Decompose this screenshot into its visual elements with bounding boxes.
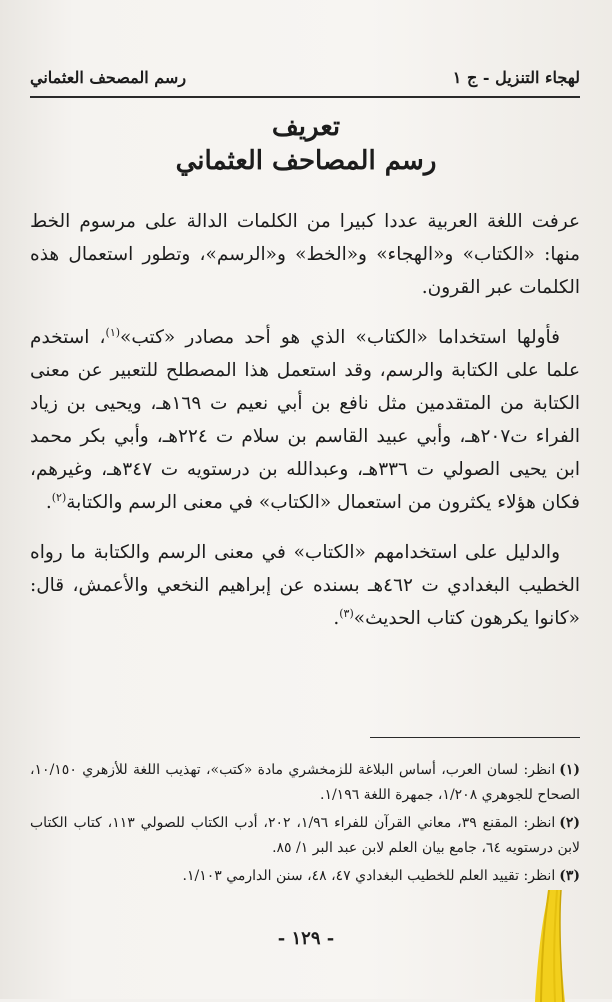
- header-chapter-title: رسم المصحف العثماني: [30, 68, 187, 87]
- section-title-line2: رسم المصاحف العثماني: [175, 146, 437, 176]
- footnote-1-number: (١): [559, 762, 580, 778]
- paragraph-1: عرفت اللغة العربية عددا كبيرا من الكلمات الدالة على مرسوم الخط منها: «الكتاب» و«الهجاء» و«الخط» و«الرسم»، وتطور استعمال هذه الكلمات عبر القرون.: [30, 211, 580, 298]
- footnote-1-text: انظر: لسان العرب، أساس البلاغة للزمخشري مادة «كتب»، تهذيب اللغة للأزهري ١٠/١٥٠، الصحاح للجوهري ١/٢٠٨، جمهرة اللغة ١/١٩٦.: [30, 762, 580, 803]
- paragraph-3: [30, 536, 580, 635]
- footnote-1: [30, 758, 580, 808]
- footnotes: [30, 758, 580, 892]
- footnote-2-number: (٢): [559, 815, 581, 831]
- paragraph-3-end: .: [333, 608, 340, 629]
- footnote-2: [30, 811, 580, 861]
- running-header: [30, 62, 580, 98]
- paragraph-2-part-a: فأولها استخداما «الكتاب» الذي هو أحد مصادر «كتب»: [120, 327, 561, 348]
- footnote-3-number: (٣): [559, 868, 580, 884]
- section-title-line1: تعريف: [271, 112, 341, 142]
- footnote-ref-1[interactable]: (١): [105, 325, 121, 339]
- footnote-3-text: انظر: تقييد العلم للخطيب البغدادي ٤٧، ٤٨، سنن الدارمي ١/١٠٣.: [182, 868, 556, 884]
- page-number: - ١٢٩ -: [277, 928, 335, 949]
- footnote-2-text: انظر: المقنع ٣٩، معاني القرآن للفراء ١/٩٦، ٢٠٢، أدب الكتاب للصولي ١١٣، كتاب الكتاب لابن درستويه ٦٤، جامع بيان العلم لابن عبد البر ١/ ٨٥.: [30, 815, 580, 856]
- paragraph-2-part-b: ، استخدم علما على الكتابة والرسم، وقد استعمل هذا المصطلح للتعبير عن معنى الكتابة من المتقدمين مثل نافع بن أبي نعيم ت ١٦٩هـ، ويحيى بن زياد الفراء ت٢٠٧هـ، وأبي عبيد القاسم بن سلام ت ٢٢٤هـ، وأبي بكر محمد ابن يحيى الصولي ت ٣٣٦هـ، وعبدالله بن درستويه ت ٣٤٧هـ، وغيرهم، فكان هؤلاء يكثرون من استعمال «الكتاب» في معنى الرسم والكتابة: [30, 327, 580, 513]
- header-book-title: لهجاء التنزيل - ج ١: [452, 68, 580, 87]
- paragraph-2-end: .: [45, 492, 52, 513]
- footnote-3: [30, 864, 580, 889]
- footnote-separator: [370, 737, 580, 738]
- footnote-ref-2[interactable]: (٢): [51, 490, 67, 504]
- bookmark-ribbon-icon[interactable]: [515, 890, 579, 1002]
- body-text: [30, 205, 580, 635]
- footnote-ref-3[interactable]: (٣): [339, 606, 354, 620]
- paragraph-2: [30, 321, 580, 519]
- paragraph-3-part-a: والدليل على استخدامهم «الكتاب» في معنى الرسم والكتابة ما رواه الخطيب البغدادي ت ٤٦٢هـ بسنده عن إبراهيم النخعي والأعمش، قال: «كانوا يكرهون كتاب الحديث»: [30, 542, 580, 629]
